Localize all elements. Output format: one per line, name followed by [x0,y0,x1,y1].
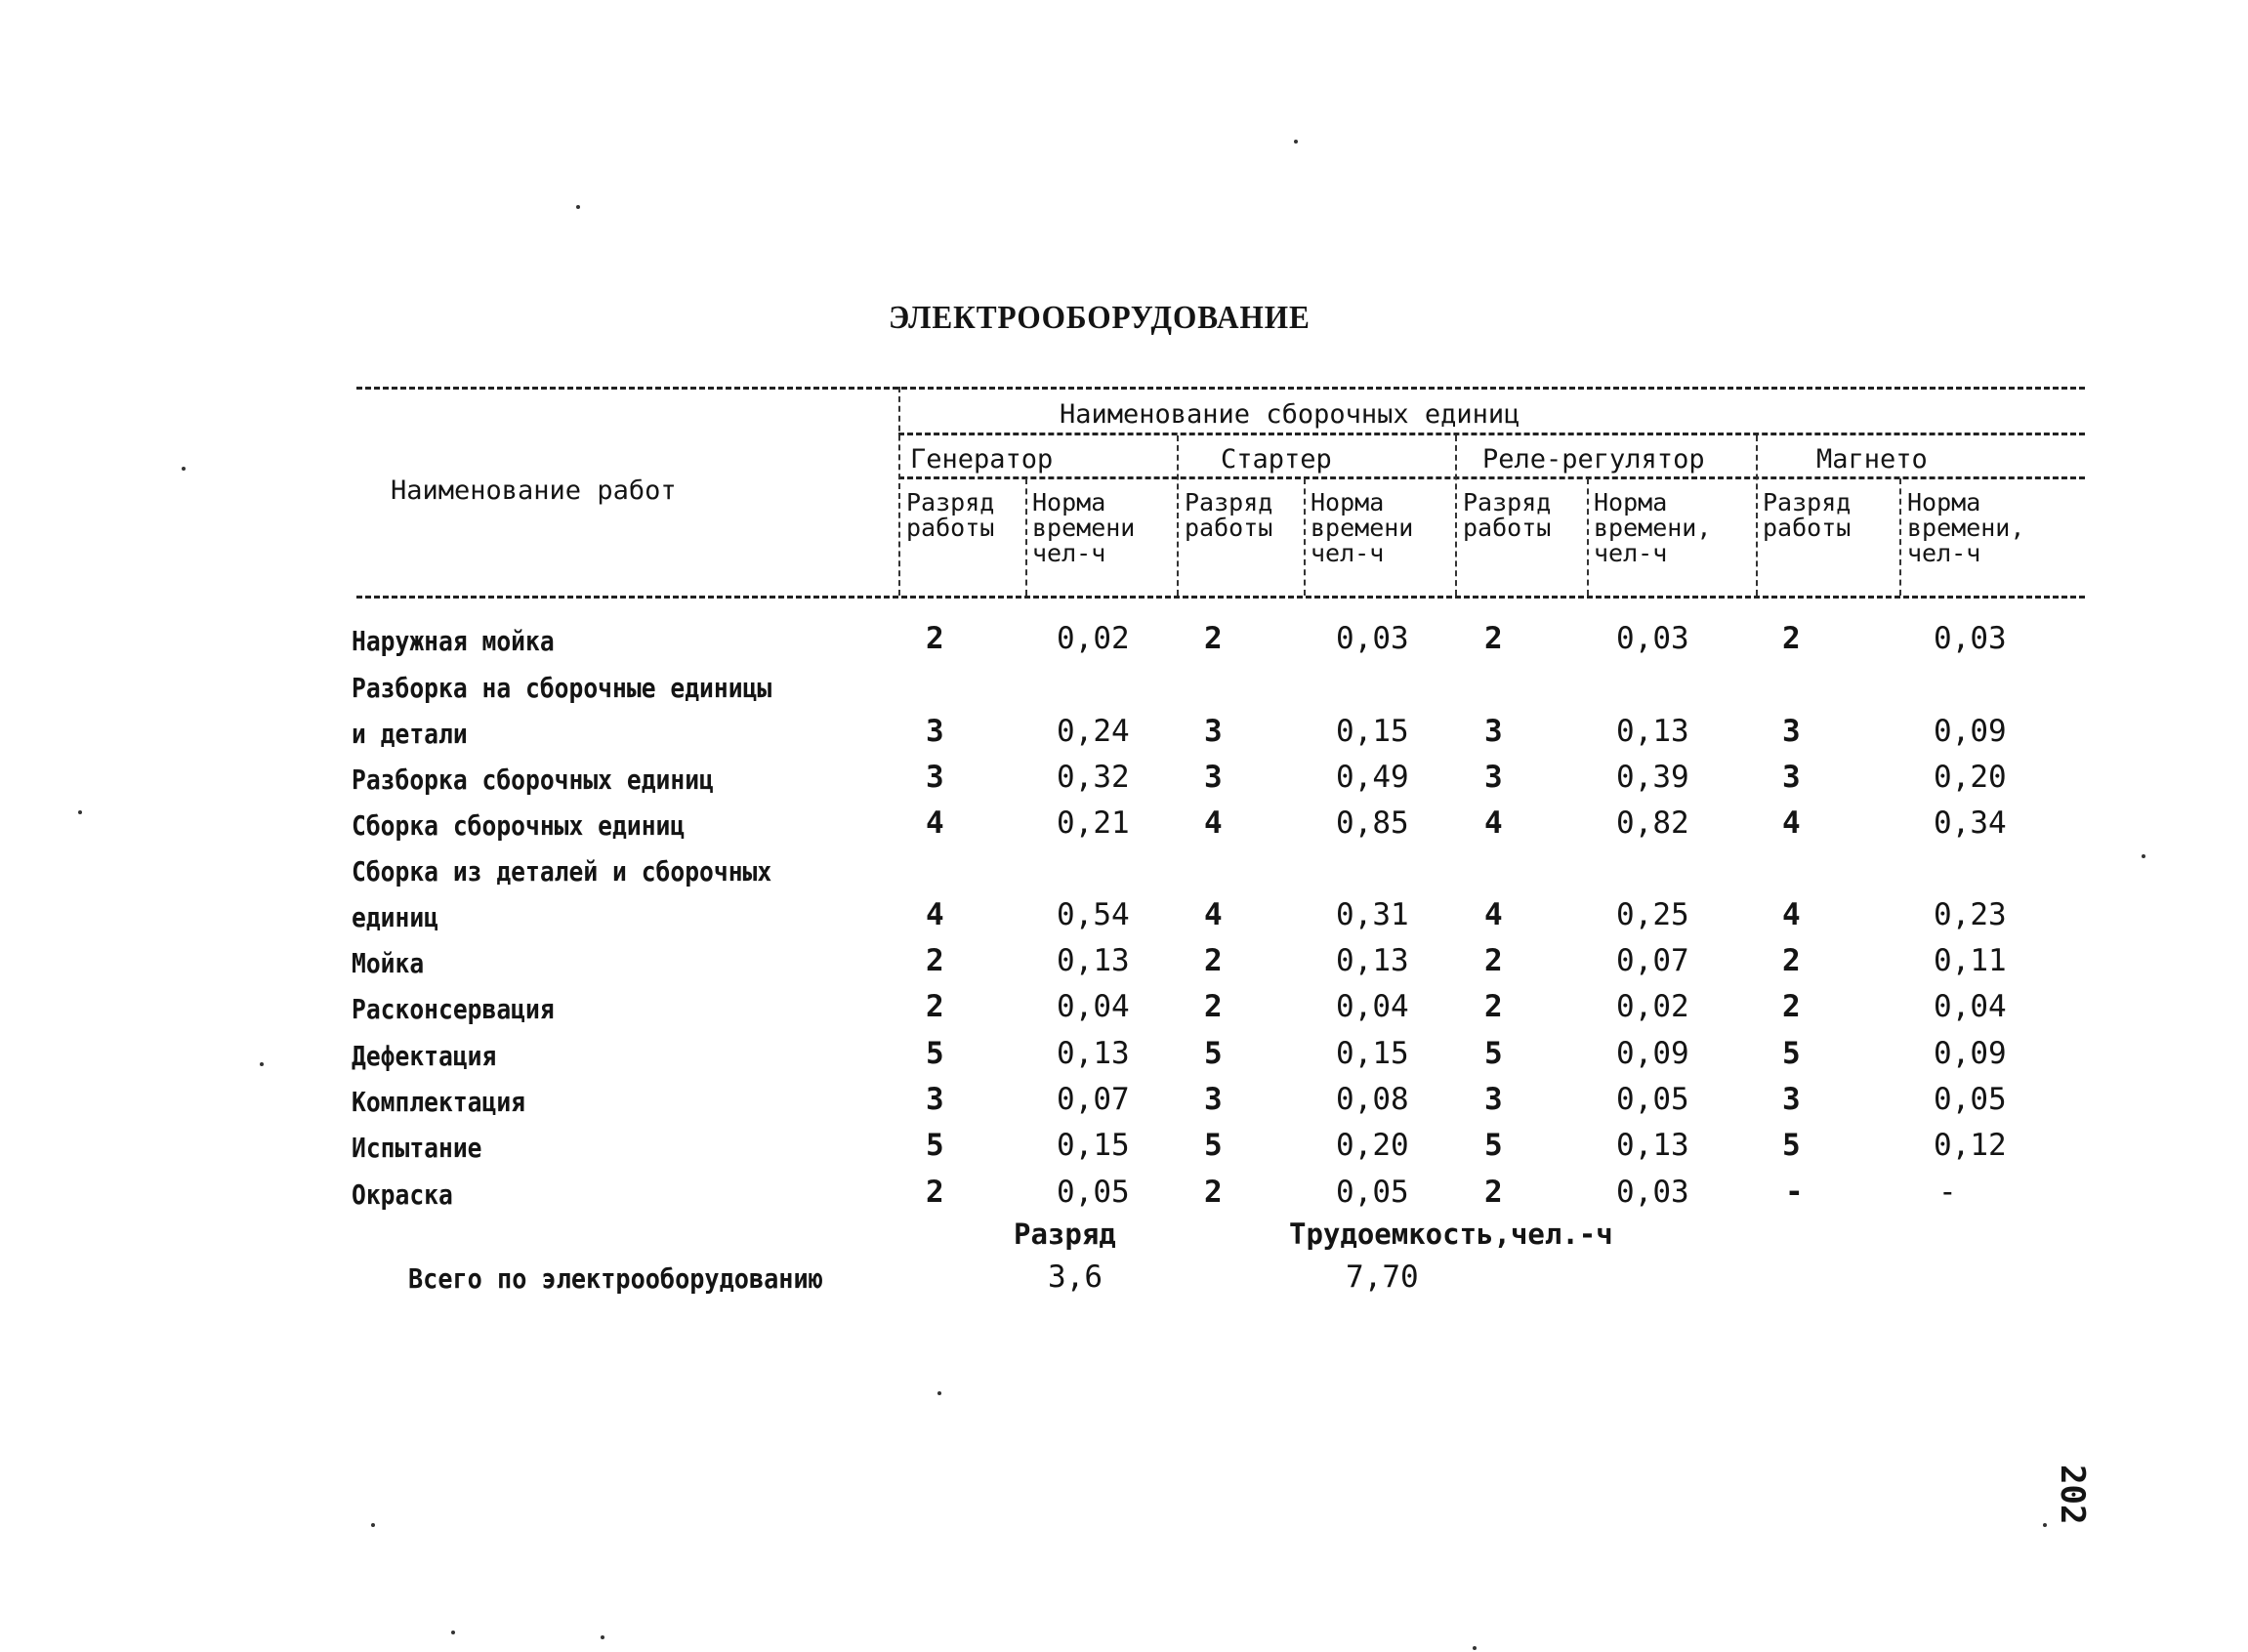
cell-magneto-rank: 3 [1782,1082,1801,1117]
cell-starter-rank: 2 [1204,989,1223,1024]
scan-speck [451,1631,455,1634]
cell-magneto-norm: 0,11 [1934,943,2007,978]
cell-generator-rank: 5 [926,1128,944,1163]
cell-magneto-rank: - [1785,1175,1804,1210]
unit-name-relay-regulator: Реле-регулятор [1482,444,1705,475]
row-label: Сборка сборочных единиц [352,809,686,842]
cell-starter-rank: 5 [1204,1036,1223,1071]
col-divider [1025,478,1027,596]
scan-speck [1473,1646,1477,1650]
cell-starter-norm: 0,04 [1336,989,1409,1024]
unit-name-magneto: Магнето [1816,444,1928,475]
cell-starter-norm: 0,15 [1336,1036,1409,1071]
cell-magneto-rank: 2 [1782,943,1801,978]
col-divider [1756,435,1758,596]
cell-starter-norm: 0,13 [1336,943,1409,978]
cell-starter-rank: 4 [1204,897,1223,932]
scan-speck [576,205,580,209]
cell-relay-norm: 0,13 [1616,1128,1689,1163]
cell-relay-rank: 4 [1484,897,1503,932]
total-rank-header: Разряд [1014,1218,1116,1251]
col-divider [1587,478,1589,596]
cell-generator-rank: 2 [926,943,944,978]
cell-relay-norm: 0,82 [1616,805,1689,841]
cell-magneto-rank: 3 [1782,714,1801,749]
cell-generator-rank: 2 [926,989,944,1024]
cell-generator-norm: 0,21 [1057,805,1130,841]
scan-speck [601,1635,604,1639]
cell-starter-norm: 0,08 [1336,1082,1409,1117]
cell-magneto-norm: - [1938,1175,1957,1210]
cell-magneto-norm: 0,34 [1934,805,2007,841]
scan-speck [2043,1523,2047,1527]
cell-magneto-rank: 2 [1782,989,1801,1024]
cell-relay-norm: 0,13 [1616,714,1689,749]
cell-relay-rank: 4 [1484,805,1503,841]
row-label: Расконсервация [352,993,555,1025]
work-name-header: Наименование работ [391,475,677,506]
cell-magneto-rank: 4 [1782,897,1801,932]
row-label: Разборка на сборочные единицы [352,672,772,704]
col-divider [1455,435,1457,596]
col-divider [1177,435,1179,596]
cell-magneto-norm: 0,04 [1934,989,2007,1024]
cell-starter-rank: 3 [1204,1082,1223,1117]
cell-magneto-norm: 0,03 [1934,621,2007,656]
cell-relay-norm: 0,03 [1616,1175,1689,1210]
generator-rank-header: Разряд работы [906,488,995,542]
cell-generator-rank: 3 [926,714,944,749]
unit-name-starter: Стартер [1221,444,1332,475]
row-label: Комплектация [352,1086,526,1118]
scan-speck [937,1391,941,1395]
cell-starter-rank: 2 [1204,943,1223,978]
cell-relay-rank: 2 [1484,621,1503,656]
col-divider [1304,478,1306,596]
cell-relay-rank: 2 [1484,1175,1503,1210]
cell-magneto-rank: 3 [1782,760,1801,795]
starter-rank-header: Разряд работы [1185,488,1273,542]
table-top-rule [356,387,2085,390]
cell-generator-norm: 0,15 [1057,1128,1130,1163]
cell-relay-rank: 2 [1484,943,1503,978]
total-labor-value: 7,70 [1346,1260,1419,1295]
cell-generator-norm: 0,24 [1057,714,1130,749]
cell-starter-norm: 0,05 [1336,1175,1409,1210]
cell-magneto-norm: 0,23 [1934,897,2007,932]
cell-starter-rank: 5 [1204,1128,1223,1163]
col-divider [1899,478,1901,596]
col-divider [898,387,900,596]
row-label: Сборка из деталей и сборочных [352,855,772,888]
cell-relay-norm: 0,09 [1616,1036,1689,1071]
cell-starter-norm: 0,85 [1336,805,1409,841]
relay-rank-header: Разряд работы [1463,488,1552,542]
cell-relay-norm: 0,02 [1616,989,1689,1024]
cell-relay-norm: 0,39 [1616,760,1689,795]
cell-magneto-rank: 2 [1782,621,1801,656]
total-rank-value: 3,6 [1048,1260,1103,1295]
cell-generator-rank: 4 [926,897,944,932]
cell-generator-norm: 0,54 [1057,897,1130,932]
subheader-rule [898,476,2085,479]
cell-relay-norm: 0,07 [1616,943,1689,978]
magneto-norm-header: Норма времени, чел-ч [1907,488,2025,567]
row-label: Окраска [352,1178,453,1211]
scan-speck [260,1062,264,1066]
cell-relay-norm: 0,05 [1616,1082,1689,1117]
starter-norm-header: Норма времени чел-ч [1311,488,1414,567]
cell-magneto-norm: 0,20 [1934,760,2007,795]
cell-starter-norm: 0,20 [1336,1128,1409,1163]
cell-generator-rank: 3 [926,760,944,795]
cell-starter-rank: 2 [1204,1175,1223,1210]
cell-relay-rank: 2 [1484,989,1503,1024]
cell-relay-norm: 0,03 [1616,621,1689,656]
scan-speck [78,810,82,814]
cell-magneto-rank: 5 [1782,1128,1801,1163]
cell-generator-norm: 0,02 [1057,621,1130,656]
cell-magneto-rank: 4 [1782,805,1801,841]
document-title: ЭЛЕКТРООБОРУДОВАНИЕ [889,300,1311,336]
cell-generator-rank: 2 [926,1175,944,1210]
unit-name-generator: Генератор [910,444,1054,475]
row-label: Разборка сборочных единиц [352,764,714,796]
scan-speck [2142,854,2145,858]
cell-generator-norm: 0,04 [1057,989,1130,1024]
cell-relay-rank: 3 [1484,760,1503,795]
cell-generator-norm: 0,32 [1057,760,1130,795]
total-labor-header: Трудоемкость,чел.-ч [1289,1218,1613,1251]
relay-norm-header: Норма времени, чел-ч [1594,488,1712,567]
row-label-continued: и детали [352,718,468,750]
scan-speck [1294,140,1298,144]
row-label-continued: единиц [352,901,439,933]
cell-generator-norm: 0,07 [1057,1082,1130,1117]
cell-generator-rank: 2 [926,621,944,656]
magneto-rank-header: Разряд работы [1763,488,1852,542]
cell-magneto-norm: 0,09 [1934,714,2007,749]
cell-generator-rank: 5 [926,1036,944,1071]
cell-relay-rank: 3 [1484,714,1503,749]
page-number: 202 [2053,1465,2092,1525]
generator-norm-header: Норма времени чел-ч [1032,488,1136,567]
row-label: Наружная мойка [352,625,555,657]
cell-generator-rank: 3 [926,1082,944,1117]
cell-magneto-norm: 0,05 [1934,1082,2007,1117]
cell-generator-norm: 0,13 [1057,1036,1130,1071]
row-label: Дефектация [352,1040,497,1072]
cell-relay-rank: 3 [1484,1082,1503,1117]
cell-starter-rank: 2 [1204,621,1223,656]
cell-magneto-norm: 0,12 [1934,1128,2007,1163]
cell-starter-rank: 4 [1204,805,1223,841]
cell-starter-norm: 0,31 [1336,897,1409,932]
row-label: Мойка [352,947,425,979]
cell-starter-norm: 0,49 [1336,760,1409,795]
cell-generator-norm: 0,13 [1057,943,1130,978]
scan-speck [182,467,186,471]
cell-relay-norm: 0,25 [1616,897,1689,932]
units-header: Наименование сборочных единиц [1060,399,1520,430]
cell-starter-norm: 0,03 [1336,621,1409,656]
scan-speck [371,1523,375,1527]
header-bottom-rule [356,596,2085,599]
cell-magneto-norm: 0,09 [1934,1036,2007,1071]
cell-generator-rank: 4 [926,805,944,841]
total-label: Всего по электрооборудованию [408,1262,823,1295]
cell-starter-norm: 0,15 [1336,714,1409,749]
cell-starter-rank: 3 [1204,760,1223,795]
cell-starter-rank: 3 [1204,714,1223,749]
cell-relay-rank: 5 [1484,1036,1503,1071]
cell-generator-norm: 0,05 [1057,1175,1130,1210]
cell-relay-rank: 5 [1484,1128,1503,1163]
units-rule [898,433,2085,435]
cell-magneto-rank: 5 [1782,1036,1801,1071]
row-label: Испытание [352,1132,482,1164]
